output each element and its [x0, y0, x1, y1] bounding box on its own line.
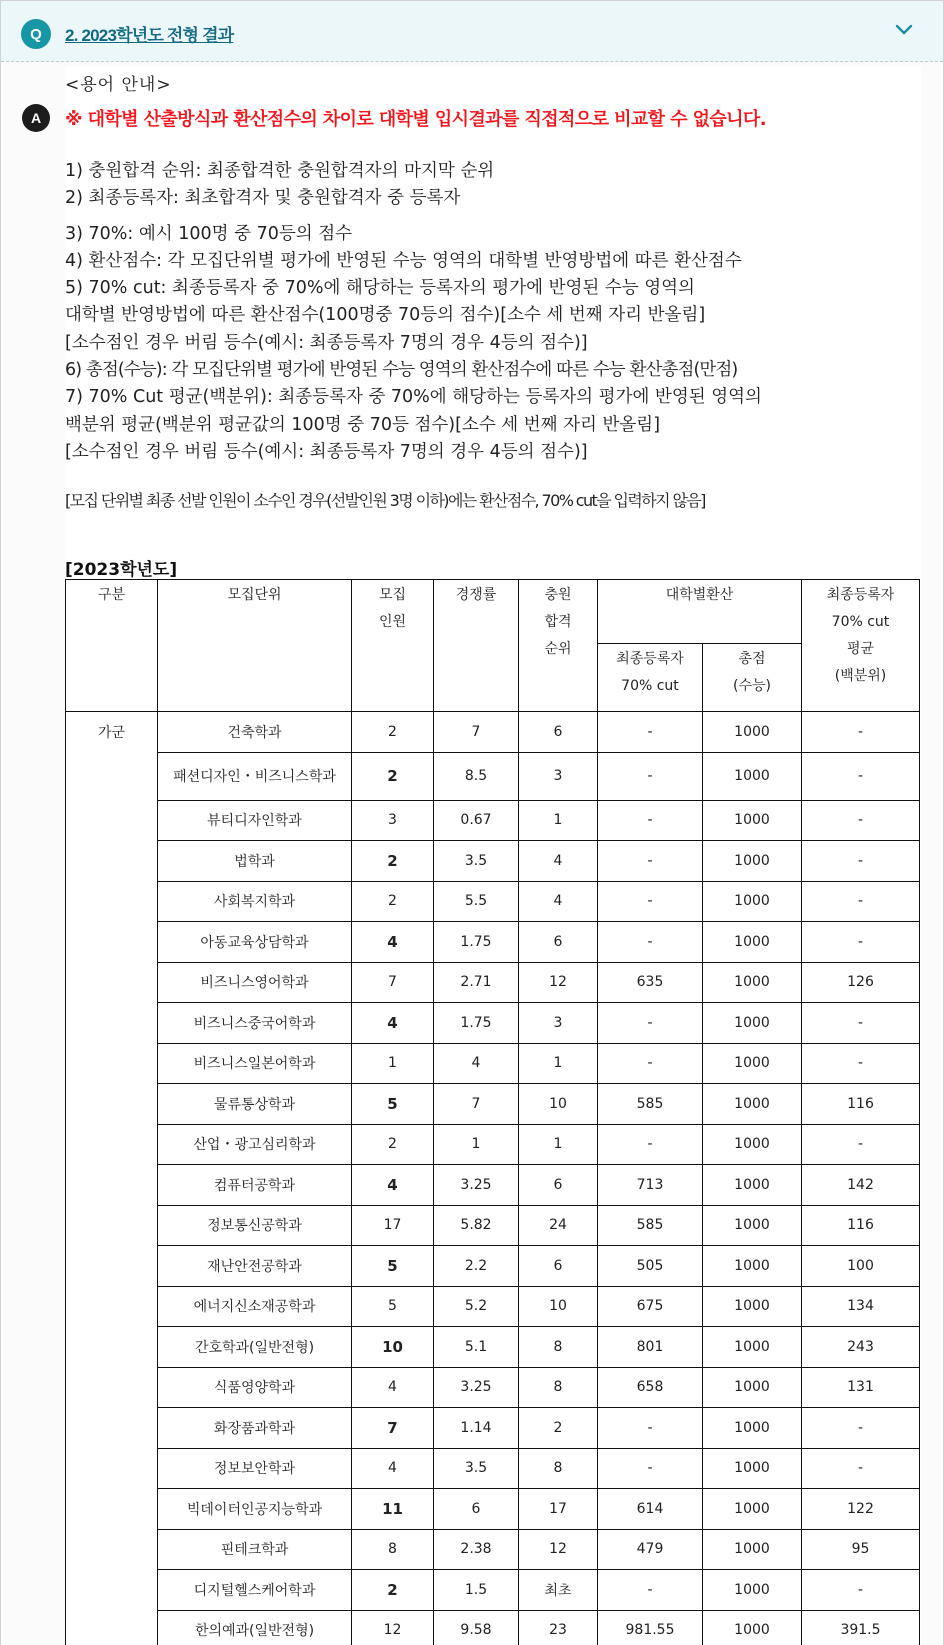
table-row — [66, 712, 920, 753]
cut-cell: - — [598, 1003, 703, 1044]
total-cell: 1000 — [703, 1246, 802, 1287]
rank-cell: 8 — [519, 1327, 598, 1368]
avg-cell: - — [802, 752, 920, 800]
table-row — [66, 1165, 920, 1206]
avg-cell: - — [802, 1570, 920, 1611]
cut-cell: 675 — [598, 1286, 703, 1327]
unit-cell: 식품영양학과 — [158, 1367, 352, 1408]
avg-cell: - — [802, 800, 920, 841]
total-cell: 1000 — [703, 922, 802, 963]
rank-cell: 12 — [519, 1529, 598, 1570]
cut-cell: 479 — [598, 1529, 703, 1570]
cut-cell: 585 — [598, 1205, 703, 1246]
rank-cell: 3 — [519, 1003, 598, 1044]
ratio-cell: 5.2 — [434, 1286, 519, 1327]
ratio-cell: 1.75 — [434, 1003, 519, 1044]
rank-cell: 12 — [519, 962, 598, 1003]
table-row — [66, 1529, 920, 1570]
header-quota: 모집 인원 — [352, 580, 434, 712]
unit-cell: 화장품과학과 — [158, 1408, 352, 1449]
total-cell: 1000 — [703, 800, 802, 841]
table-row — [66, 881, 920, 922]
ratio-cell: 2.2 — [434, 1246, 519, 1287]
table-row — [66, 1408, 920, 1449]
quota-cell: 8 — [352, 1529, 434, 1570]
unit-cell: 디지털헬스케어학과 — [158, 1570, 352, 1611]
table-row — [66, 1246, 920, 1287]
ratio-cell: 3.5 — [434, 841, 519, 882]
cut-cell: 614 — [598, 1489, 703, 1530]
cut-cell: - — [598, 712, 703, 753]
answer-badge-icon: A — [22, 104, 50, 132]
table-row — [66, 1286, 920, 1327]
quota-cell: 10 — [352, 1327, 434, 1368]
rank-cell: 10 — [519, 1286, 598, 1327]
term-line: [소수점인 경우 버림 등수(예시: 최종등록자 7명의 경우 4등의 점수)] — [65, 441, 588, 462]
cut-cell: 801 — [598, 1327, 703, 1368]
unit-cell: 건축학과 — [158, 712, 352, 753]
unit-cell: 핀테크학과 — [158, 1529, 352, 1570]
term-line: 5) 70% cut: 최종등록자 중 70%에 해당하는 등록자의 평가에 반영된 수능 영역의 — [65, 278, 695, 299]
ratio-cell: 1.14 — [434, 1408, 519, 1449]
avg-cell: 100 — [802, 1246, 920, 1287]
ratio-cell: 1.5 — [434, 1570, 519, 1611]
quota-cell: 4 — [352, 1165, 434, 1206]
ratio-cell: 3.25 — [434, 1165, 519, 1206]
quota-cell: 11 — [352, 1489, 434, 1530]
quota-cell: 4 — [352, 922, 434, 963]
total-cell: 1000 — [703, 1084, 802, 1125]
cut-cell: 635 — [598, 962, 703, 1003]
table-row — [66, 841, 920, 882]
terms-guide-title: <용어 안내> — [65, 75, 172, 95]
quota-cell: 4 — [352, 1448, 434, 1489]
question-title-link[interactable]: 2. 2023학년도 전형 결과 — [65, 26, 234, 45]
total-cell: 1000 — [703, 1529, 802, 1570]
rank-cell: 24 — [519, 1205, 598, 1246]
rank-cell: 10 — [519, 1084, 598, 1125]
table-row — [66, 1610, 920, 1645]
ratio-cell: 1 — [434, 1124, 519, 1165]
avg-cell: 122 — [802, 1489, 920, 1530]
avg-cell: 243 — [802, 1327, 920, 1368]
unit-cell: 사회복지학과 — [158, 881, 352, 922]
term-line: 3) 70%: 예시 100명 중 70등의 점수 — [65, 223, 353, 244]
table-row — [66, 752, 920, 800]
rank-cell: 6 — [519, 712, 598, 753]
unit-cell: 정보보안학과 — [158, 1448, 352, 1489]
ratio-cell: 5.5 — [434, 881, 519, 922]
cut-cell: 505 — [598, 1246, 703, 1287]
question-badge-icon: Q — [21, 19, 51, 49]
table-row — [66, 922, 920, 963]
quota-cell: 7 — [352, 962, 434, 1003]
avg-cell: - — [802, 712, 920, 753]
unit-cell: 패션디자인・비즈니스학과 — [158, 752, 352, 800]
unit-cell: 한의예과(일반전형) — [158, 1610, 352, 1645]
table-row — [66, 1084, 920, 1125]
unit-cell: 컴퓨터공학과 — [158, 1165, 352, 1206]
rank-cell: 8 — [519, 1448, 598, 1489]
avg-cell: 131 — [802, 1367, 920, 1408]
avg-cell: 126 — [802, 962, 920, 1003]
rank-cell: 17 — [519, 1489, 598, 1530]
ratio-cell: 0.67 — [434, 800, 519, 841]
avg-cell: 116 — [802, 1205, 920, 1246]
avg-cell: 142 — [802, 1165, 920, 1206]
rank-cell: 1 — [519, 1124, 598, 1165]
cut-cell: 981.55 — [598, 1610, 703, 1645]
rank-cell: 6 — [519, 922, 598, 963]
quota-cell: 2 — [352, 1570, 434, 1611]
header-competition-ratio: 경쟁률 — [434, 580, 519, 712]
quota-cell: 5 — [352, 1246, 434, 1287]
total-cell: 1000 — [703, 881, 802, 922]
avg-cell: 134 — [802, 1286, 920, 1327]
cut-cell: 585 — [598, 1084, 703, 1125]
total-cell: 1000 — [703, 1286, 802, 1327]
table-row — [66, 800, 920, 841]
total-cell: 1000 — [703, 1408, 802, 1449]
ratio-cell: 8.5 — [434, 752, 519, 800]
table-row — [66, 1043, 920, 1084]
unit-cell: 물류통상학과 — [158, 1084, 352, 1125]
total-cell: 1000 — [703, 962, 802, 1003]
term-line: 대학별 반영방법에 따른 환산점수(100명중 70등의 점수)[소수 세 번째 자리 반올림] — [65, 305, 706, 326]
unit-cell: 비즈니스일본어학과 — [158, 1043, 352, 1084]
avg-cell: 391.5 — [802, 1610, 920, 1645]
quota-cell: 2 — [352, 841, 434, 882]
unit-cell: 간호학과(일반전형) — [158, 1327, 352, 1368]
quota-cell: 4 — [352, 1367, 434, 1408]
unit-cell: 산업・광고심리학과 — [158, 1124, 352, 1165]
avg-cell: 116 — [802, 1084, 920, 1125]
cut-cell: - — [598, 1570, 703, 1611]
terms-list — [65, 158, 762, 466]
rank-cell: 최초 — [519, 1570, 598, 1611]
term-line: [소수점인 경우 버림 등수(예시: 최종등록자 7명의 경우 4등의 점수)] — [65, 332, 588, 353]
rank-cell: 4 — [519, 881, 598, 922]
avg-cell: - — [802, 1124, 920, 1165]
header-waitlist-rank: 충원 합격 순위 — [519, 580, 598, 712]
quota-cell: 2 — [352, 1124, 434, 1165]
avg-cell: 95 — [802, 1529, 920, 1570]
table-row — [66, 1367, 920, 1408]
group-cell: 가군 — [66, 712, 158, 1645]
term-line: 1) 충원합격 순위: 최종합격한 충원합격자의 마지막 순위 — [65, 161, 495, 181]
total-cell: 1000 — [703, 1003, 802, 1044]
avg-cell: - — [802, 1043, 920, 1084]
term-line: 4) 환산점수: 각 모집단위별 평가에 반영된 수능 영역의 대학별 반영방법에 따른 환산점수 — [65, 250, 742, 271]
header-category: 구분 — [66, 580, 158, 712]
table-row — [66, 1124, 920, 1165]
total-cell: 1000 — [703, 1570, 802, 1611]
ratio-cell: 7 — [434, 1084, 519, 1125]
unit-cell: 비즈니스영어학과 — [158, 962, 352, 1003]
cut-cell: - — [598, 752, 703, 800]
cut-cell: 658 — [598, 1367, 703, 1408]
avg-cell: - — [802, 841, 920, 882]
avg-cell: - — [802, 922, 920, 963]
unit-cell: 법학과 — [158, 841, 352, 882]
total-cell: 1000 — [703, 1489, 802, 1530]
unit-cell: 뷰티디자인학과 — [158, 800, 352, 841]
header-percentile-avg: 최종등록자 70% cut 평균 (백분위) — [802, 580, 920, 712]
quota-cell: 17 — [352, 1205, 434, 1246]
admission-results-table — [65, 579, 920, 1645]
header-70-cut: 최종등록자 70% cut — [598, 644, 703, 712]
cut-cell: - — [598, 881, 703, 922]
total-cell: 1000 — [703, 1043, 802, 1084]
total-cell: 1000 — [703, 1610, 802, 1645]
ratio-cell: 3.25 — [434, 1367, 519, 1408]
cut-cell: - — [598, 1124, 703, 1165]
quota-cell: 1 — [352, 1043, 434, 1084]
rank-cell: 1 — [519, 1043, 598, 1084]
total-cell: 1000 — [703, 712, 802, 753]
avg-cell: - — [802, 1003, 920, 1044]
rank-cell: 2 — [519, 1408, 598, 1449]
ratio-cell: 5.82 — [434, 1205, 519, 1246]
table-row — [66, 1205, 920, 1246]
quota-cell: 12 — [352, 1610, 434, 1645]
header-univ-conversion: 대학별환산 — [598, 580, 802, 644]
rank-cell: 4 — [519, 841, 598, 882]
ratio-cell: 2.38 — [434, 1529, 519, 1570]
total-cell: 1000 — [703, 1367, 802, 1408]
ratio-cell: 9.58 — [434, 1610, 519, 1645]
quota-cell: 4 — [352, 1003, 434, 1044]
header-unit: 모집단위 — [158, 580, 352, 712]
avg-cell: - — [802, 1448, 920, 1489]
unit-cell: 빅데이터인공지능학과 — [158, 1489, 352, 1530]
unit-cell: 재난안전공학과 — [158, 1246, 352, 1287]
total-cell: 1000 — [703, 841, 802, 882]
cut-cell: - — [598, 841, 703, 882]
ratio-cell: 3.5 — [434, 1448, 519, 1489]
term-line: 7) 70% Cut 평균(백분위): 최종등록자 중 70%에 해당하는 등록자의 평가에 반영된 영역의 — [65, 387, 762, 408]
rank-cell: 6 — [519, 1246, 598, 1287]
table-row — [66, 1327, 920, 1368]
quota-cell: 3 — [352, 800, 434, 841]
table-row — [66, 1570, 920, 1611]
cut-cell: - — [598, 1408, 703, 1449]
ratio-cell: 7 — [434, 712, 519, 753]
cut-cell: - — [598, 922, 703, 963]
chevron-down-icon[interactable] — [895, 23, 913, 37]
cut-cell: 713 — [598, 1165, 703, 1206]
quota-cell: 5 — [352, 1084, 434, 1125]
term-line: 6) 총점(수능): 각 모집단위별 평가에 반영된 수능 영역의 환산점수에 따른 수능 환산총점(만점) — [65, 360, 738, 381]
total-cell: 1000 — [703, 1327, 802, 1368]
unit-cell: 에너지신소재공학과 — [158, 1286, 352, 1327]
avg-cell: - — [802, 1408, 920, 1449]
question-header[interactable] — [1, 1, 943, 62]
table-row — [66, 1489, 920, 1530]
unit-cell: 비즈니스중국어학과 — [158, 1003, 352, 1044]
year-heading: [2023학년도] — [65, 560, 178, 580]
header-total-score: 총점 (수능) — [703, 644, 802, 712]
ratio-cell: 2.71 — [434, 962, 519, 1003]
ratio-cell: 6 — [434, 1489, 519, 1530]
rank-cell: 3 — [519, 752, 598, 800]
quota-cell: 5 — [352, 1286, 434, 1327]
total-cell: 1000 — [703, 1205, 802, 1246]
total-cell: 1000 — [703, 1448, 802, 1489]
quota-cell: 7 — [352, 1408, 434, 1449]
ratio-cell: 1.75 — [434, 922, 519, 963]
unit-cell: 정보통신공학과 — [158, 1205, 352, 1246]
small-quota-footnote: [모집 단위별 최종 선발 인원이 소수인 경우(선발인원 3명 이하)에는 환산점수, 70% cut을 입력하지 않음] — [65, 491, 705, 510]
rank-cell: 23 — [519, 1610, 598, 1645]
quota-cell: 2 — [352, 752, 434, 800]
cut-cell: - — [598, 1043, 703, 1084]
rank-cell: 8 — [519, 1367, 598, 1408]
ratio-cell: 4 — [434, 1043, 519, 1084]
quota-cell: 2 — [352, 712, 434, 753]
total-cell: 1000 — [703, 1124, 802, 1165]
cut-cell: - — [598, 800, 703, 841]
unit-cell: 아동교육상담학과 — [158, 922, 352, 963]
quota-cell: 2 — [352, 881, 434, 922]
table-row — [66, 1448, 920, 1489]
ratio-cell: 5.1 — [434, 1327, 519, 1368]
avg-cell: - — [802, 881, 920, 922]
table-row — [66, 962, 920, 1003]
table-row — [66, 1003, 920, 1044]
comparison-warning: ※ 대학별 산출방식과 환산점수의 차이로 대학별 입시결과를 직접적으로 비교할 수 없습니다. — [65, 109, 766, 130]
answer-content — [65, 67, 921, 1645]
total-cell: 1000 — [703, 1165, 802, 1206]
rank-cell: 1 — [519, 800, 598, 841]
total-cell: 1000 — [703, 752, 802, 800]
cut-cell: - — [598, 1448, 703, 1489]
term-line: 2) 최종등록자: 최초합격자 및 충원합격자 중 등록자 — [65, 188, 461, 209]
rank-cell: 6 — [519, 1165, 598, 1206]
term-line: 백분위 평균(백분위 평균값의 100명 중 70등 점수)[소수 세 번째 자리 반올림] — [65, 414, 661, 435]
